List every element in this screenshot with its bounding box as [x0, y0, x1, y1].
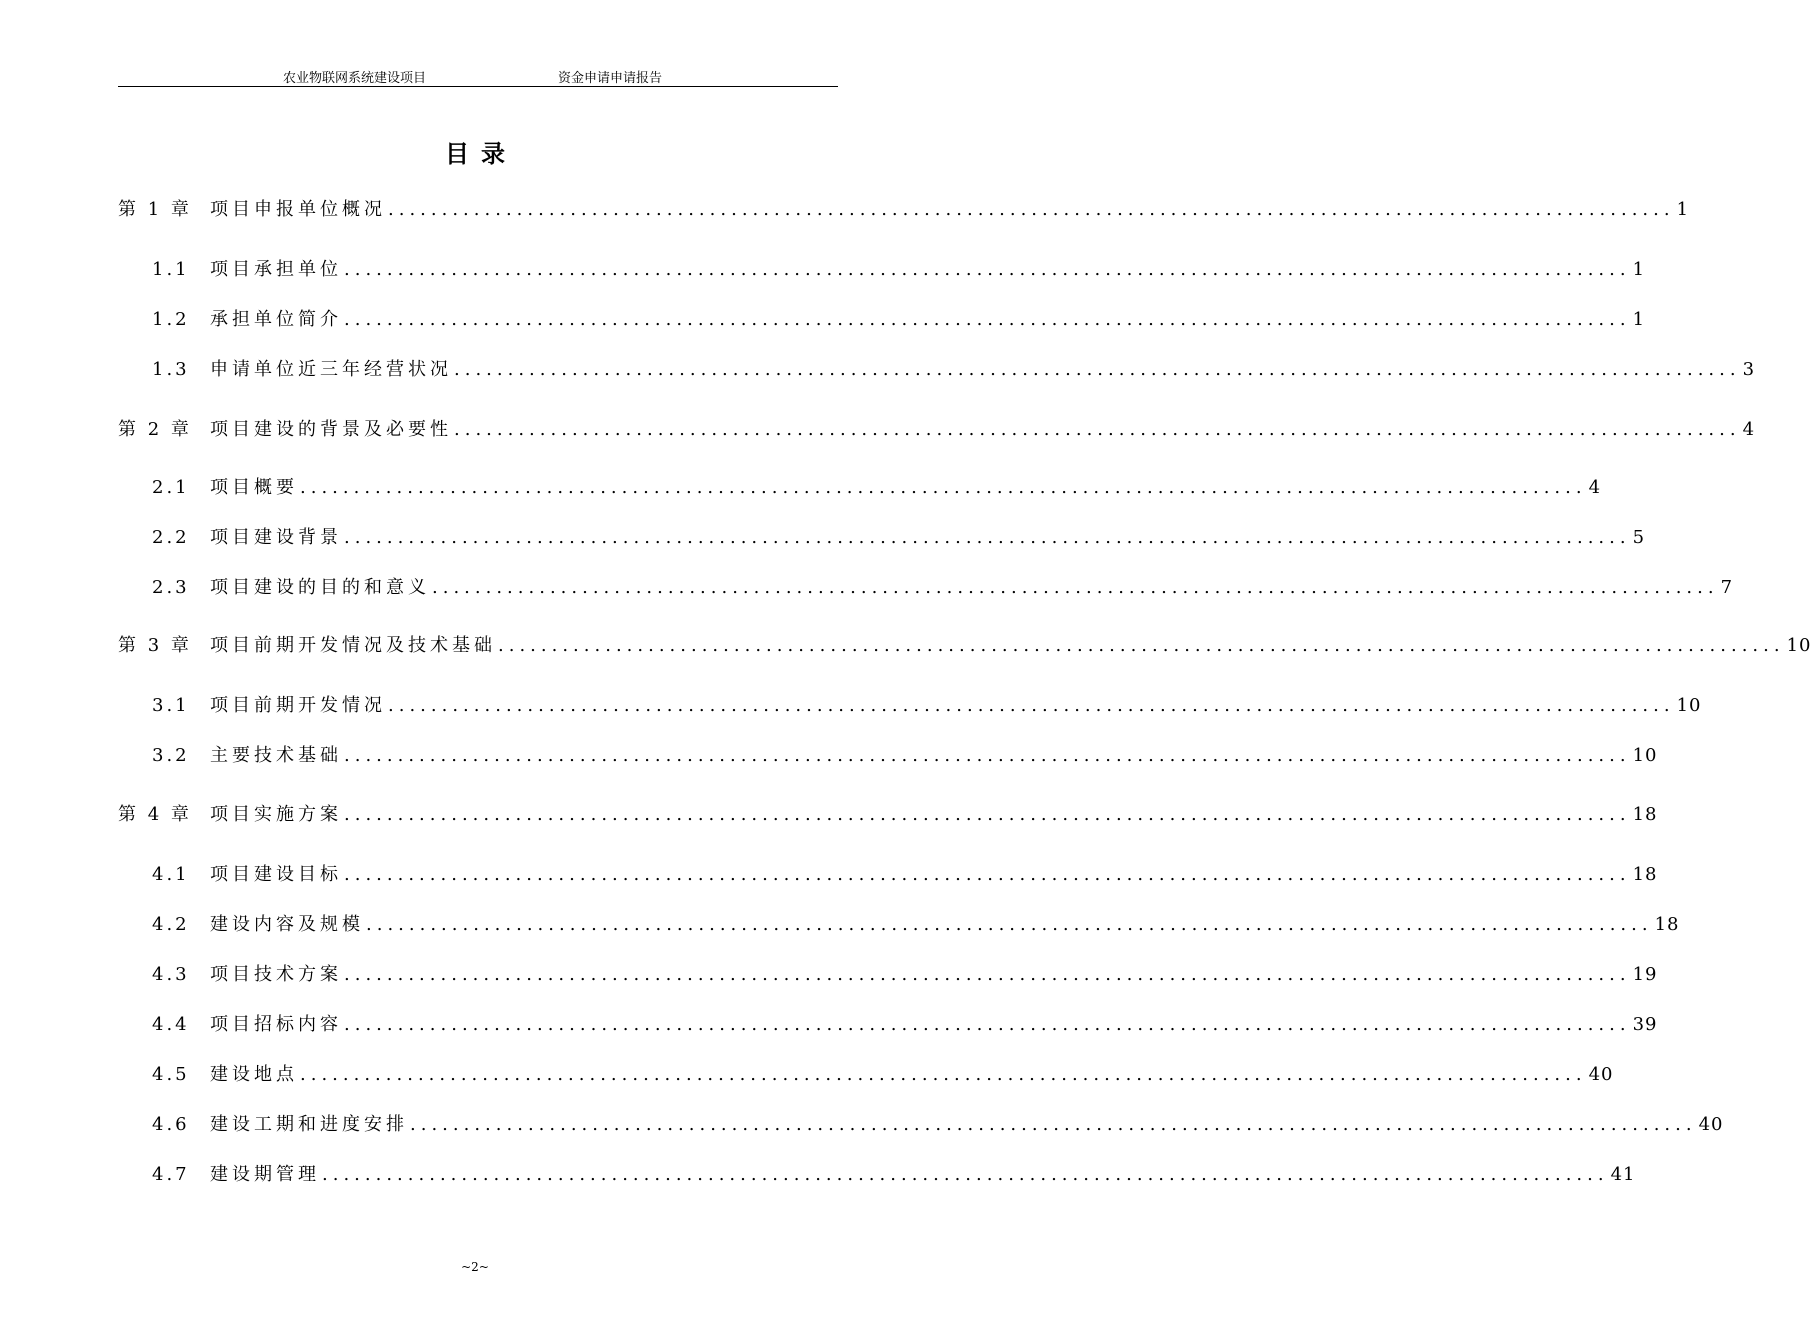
- toc-entry-page: 1: [1676, 199, 1690, 220]
- toc-entry-page: 5: [1632, 527, 1646, 548]
- toc-entry-label: 项目概要: [210, 477, 298, 498]
- toc-entry-number: 4.1: [152, 864, 190, 885]
- toc-entry-number: 4.4: [152, 1014, 190, 1035]
- toc-entry-page: 10: [1676, 695, 1702, 716]
- toc-entry-page: 10: [1786, 635, 1812, 656]
- toc-entry-row: [210, 416, 1756, 444]
- toc-entry-row: [210, 1061, 1614, 1089]
- toc-entry-row: [210, 1161, 1636, 1189]
- toc-dot-leader: ........................................................................................................................: [344, 259, 1631, 280]
- page-number: ~2~: [461, 1260, 489, 1274]
- toc-entry-number: 2.1: [152, 477, 190, 498]
- toc-entry[interactable]: [0, 1011, 1658, 1039]
- toc-entry[interactable]: [0, 1061, 1614, 1089]
- toc-entry-label: 项目承担单位: [210, 259, 342, 280]
- toc-dot-leader: ........................................................................................................................: [432, 577, 1719, 598]
- toc-entry-number: 4.3: [152, 964, 190, 985]
- toc-entry-page: 4: [1588, 477, 1602, 498]
- toc-entry-page: 40: [1588, 1064, 1614, 1085]
- header-report-type: 资金申请申请报告: [558, 71, 663, 86]
- toc-entry-row: [210, 356, 1756, 384]
- toc-entry-label: 项目建设目标: [210, 864, 342, 885]
- toc-dot-leader: ........................................................................................................................: [388, 695, 1675, 716]
- toc-dot-leader: ........................................................................................................................: [344, 745, 1631, 766]
- header-project-name: 农业物联网系统建设项目: [283, 71, 427, 86]
- toc-entry-label: 项目建设的目的和意义: [210, 577, 430, 598]
- toc-entry-number: 第 4 章: [118, 804, 192, 825]
- toc-dot-leader: ........................................................................................................................: [344, 527, 1631, 548]
- toc-entry[interactable]: [0, 801, 1658, 829]
- toc-dot-leader: ........................................................................................................................: [498, 635, 1785, 656]
- toc-entry-row: [210, 196, 1690, 224]
- toc-entry-page: 18: [1654, 914, 1680, 935]
- toc-dot-leader: ........................................................................................................................: [344, 1014, 1631, 1035]
- toc-dot-leader: ........................................................................................................................: [300, 1064, 1587, 1085]
- toc-entry-page: 3: [1742, 359, 1756, 380]
- toc-entry-label: 建设内容及规模: [210, 914, 364, 935]
- toc-entry-row: [210, 742, 1658, 770]
- toc-entry-page: 7: [1720, 577, 1734, 598]
- toc-entry[interactable]: [0, 524, 1646, 552]
- toc-entry-label: 项目建设背景: [210, 527, 342, 548]
- toc-entry[interactable]: [0, 256, 1646, 284]
- toc-entry-number: 3.1: [152, 695, 190, 716]
- toc-entry-page: 1: [1632, 259, 1646, 280]
- toc-entry-number: 第 3 章: [118, 635, 192, 656]
- toc-entry-number: 1.3: [152, 359, 190, 380]
- toc-entry-label: 建设工期和进度安排: [210, 1114, 408, 1135]
- toc-entry-label: 承担单位简介: [210, 309, 342, 330]
- toc-entry-number: 4.5: [152, 1064, 190, 1085]
- toc-entry-label: 项目建设的背景及必要性: [210, 419, 452, 440]
- toc-entry[interactable]: [0, 632, 1812, 660]
- toc-entry-number: 4.6: [152, 1114, 190, 1135]
- toc-dot-leader: ........................................................................................................................: [300, 477, 1587, 498]
- toc-entry[interactable]: [0, 1161, 1636, 1189]
- toc-dot-leader: ........................................................................................................................: [344, 864, 1631, 885]
- toc-entry-row: [210, 692, 1702, 720]
- toc-entry[interactable]: [0, 306, 1646, 334]
- toc-entry-row: [210, 632, 1812, 660]
- toc-dot-leader: ........................................................................................................................: [366, 914, 1653, 935]
- toc-entry-row: [210, 861, 1658, 889]
- toc-entry-label: 建设期管理: [210, 1164, 320, 1185]
- toc-entry-page: 19: [1632, 964, 1658, 985]
- toc-entry-row: [210, 961, 1658, 989]
- toc-dot-leader: ........................................................................................................................: [344, 964, 1631, 985]
- toc-entry-label: 项目前期开发情况及技术基础: [210, 635, 496, 656]
- toc-entry-label: 申请单位近三年经营状况: [210, 359, 452, 380]
- toc-entry-number: 第 2 章: [118, 419, 192, 440]
- toc-entry-number: 4.2: [152, 914, 190, 935]
- toc-entry-row: [210, 574, 1734, 602]
- toc-dot-leader: ........................................................................................................................: [344, 309, 1631, 330]
- toc-entry[interactable]: [0, 574, 1734, 602]
- toc-entry[interactable]: [0, 1111, 1724, 1139]
- toc-entry-row: [210, 474, 1602, 502]
- toc-entry-page: 39: [1632, 1014, 1658, 1035]
- toc-entry-page: 18: [1632, 804, 1658, 825]
- toc-entry[interactable]: [0, 861, 1658, 889]
- toc-entry-page: 18: [1632, 864, 1658, 885]
- toc-entry[interactable]: [0, 961, 1658, 989]
- toc-entry[interactable]: [0, 416, 1756, 444]
- toc-entry-page: 4: [1742, 419, 1756, 440]
- toc-entry-row: [210, 1011, 1658, 1039]
- toc-dot-leader: ........................................................................................................................: [454, 419, 1741, 440]
- toc-entry-number: 1.2: [152, 309, 190, 330]
- toc-entry-label: 项目招标内容: [210, 1014, 342, 1035]
- toc-entry-row: [210, 256, 1646, 284]
- toc-entry-label: 项目技术方案: [210, 964, 342, 985]
- toc-entry-number: 4.7: [152, 1164, 190, 1185]
- toc-entry-row: [210, 524, 1646, 552]
- toc-entry-number: 2.2: [152, 527, 190, 548]
- toc-entry-page: 10: [1632, 745, 1658, 766]
- toc-entry-row: [210, 1111, 1724, 1139]
- toc-entry[interactable]: [0, 911, 1680, 939]
- toc-entry-label: 项目前期开发情况: [210, 695, 386, 716]
- toc-entry-page: 1: [1632, 309, 1646, 330]
- toc-entry-row: [210, 911, 1680, 939]
- toc-entry-label: 建设地点: [210, 1064, 298, 1085]
- toc-entry-number: 2.3: [152, 577, 190, 598]
- toc-entry-row: [210, 306, 1646, 334]
- toc-entry-label: 项目申报单位概况: [210, 199, 386, 220]
- toc-entry-row: [210, 801, 1658, 829]
- toc-entry-page: 41: [1610, 1164, 1636, 1185]
- toc-entry-page: 40: [1698, 1114, 1724, 1135]
- toc-entry-number: 1.1: [152, 259, 190, 280]
- toc-dot-leader: ........................................................................................................................: [388, 199, 1675, 220]
- toc-entry[interactable]: [0, 196, 1690, 224]
- toc-entry-label: 主要技术基础: [210, 745, 342, 766]
- toc-entry[interactable]: [0, 356, 1756, 384]
- toc-entry-number: 第 1 章: [118, 199, 192, 220]
- toc-entry-number: 3.2: [152, 745, 190, 766]
- toc-dot-leader: ........................................................................................................................: [410, 1114, 1697, 1135]
- toc-entry[interactable]: [0, 692, 1702, 720]
- toc-dot-leader: ........................................................................................................................: [454, 359, 1741, 380]
- toc-entry-label: 项目实施方案: [210, 804, 342, 825]
- toc-dot-leader: ........................................................................................................................: [344, 804, 1631, 825]
- toc-entry[interactable]: [0, 474, 1602, 502]
- toc-dot-leader: ........................................................................................................................: [322, 1164, 1609, 1185]
- toc-entry[interactable]: [0, 742, 1658, 770]
- toc-title: 目录: [445, 140, 517, 168]
